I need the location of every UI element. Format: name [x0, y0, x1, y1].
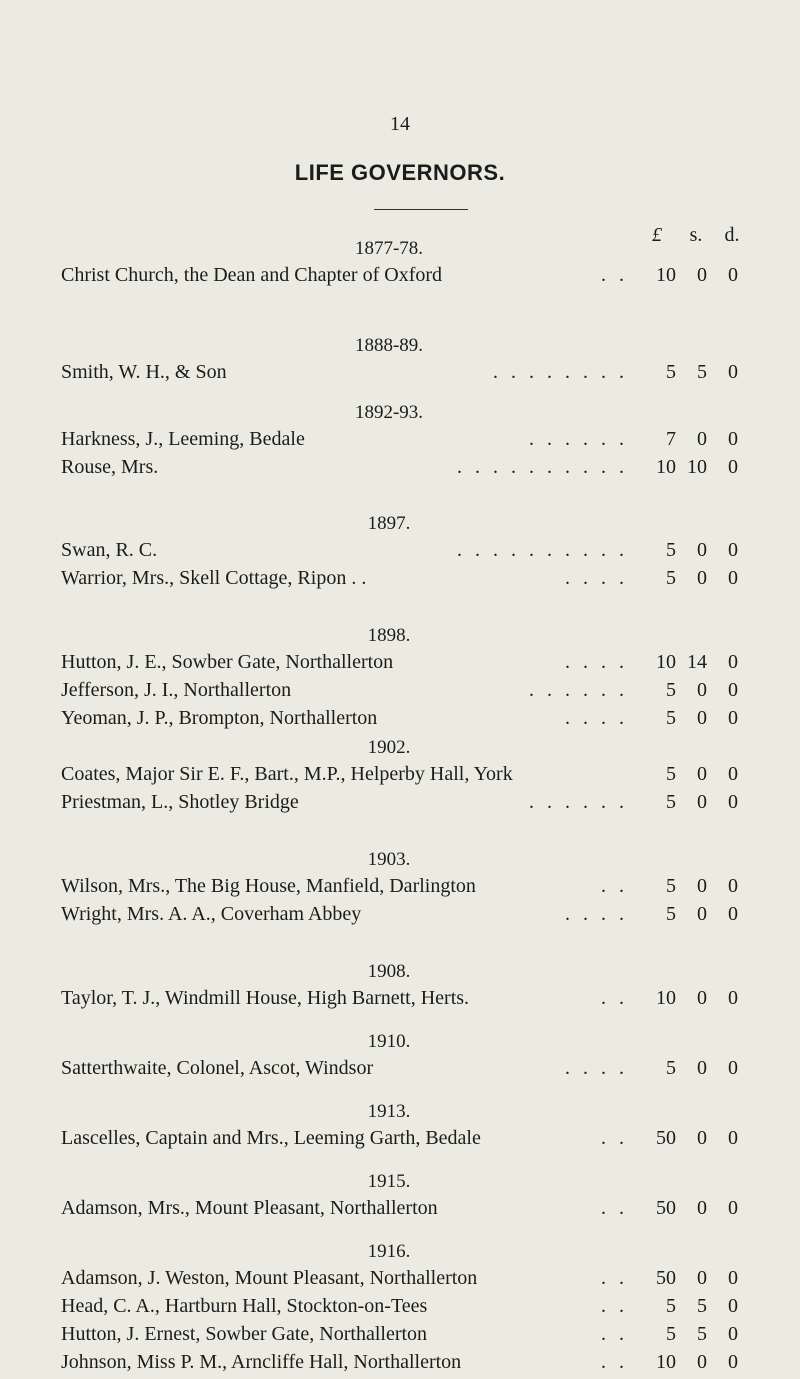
section-year: [0, 1241, 800, 1263]
amount-pounds: 5: [666, 539, 676, 561]
dot-leader: . . . . . . . .: [493, 361, 628, 383]
dot-leader: . .: [601, 1267, 628, 1289]
year-label: 1903.: [367, 849, 411, 870]
amount-shillings: 0: [697, 567, 707, 589]
dot-leader: . . . . . .: [529, 679, 628, 701]
section-year: [0, 1101, 800, 1123]
list-item: [0, 987, 800, 1015]
amount-pence: 0: [728, 1197, 738, 1219]
amount-shillings: 0: [697, 264, 707, 286]
governor-name: Adamson, J. Weston, Mount Pleasant, Northallerton: [61, 1267, 478, 1289]
governor-name: Smith, W. H., & Son: [61, 361, 227, 383]
amount-pence: 0: [728, 987, 738, 1009]
dot-leader: . . . . . . . . . .: [457, 539, 628, 561]
governor-name: Hutton, J. Ernest, Sowber Gate, Northallerton: [61, 1323, 428, 1345]
amount-pence: 0: [728, 763, 738, 785]
amount-pence: 0: [728, 651, 738, 673]
amount-pounds: 10: [656, 456, 676, 478]
governor-name: Adamson, Mrs., Mount Pleasant, Northallerton: [61, 1197, 438, 1219]
amount-pounds: 10: [656, 1351, 676, 1373]
governor-name: Satterthwaite, Colonel, Ascot, Windsor: [61, 1057, 374, 1079]
amount-pence: 0: [728, 1351, 738, 1373]
list-item: [0, 1057, 800, 1085]
amount-pence: 0: [728, 1295, 738, 1317]
year-label: 1902.: [367, 737, 411, 758]
page-number: 14: [390, 113, 410, 135]
year-label: 1888-89.: [354, 335, 424, 356]
amount-pounds: 5: [666, 763, 676, 785]
year-label: 1915.: [367, 1171, 411, 1192]
governor-name: Hutton, J. E., Sowber Gate, Northallerton: [61, 651, 394, 673]
amount-pounds: 50: [656, 1127, 676, 1149]
amount-pence: 0: [728, 1057, 738, 1079]
title-rule: [374, 209, 468, 210]
governor-name: Coates, Major Sir E. F., Bart., M.P., Helperby Hall, York: [61, 763, 513, 785]
dot-leader: . . . .: [565, 567, 628, 589]
section-year: [0, 335, 800, 357]
amount-pence: 0: [728, 361, 738, 383]
amount-pounds: 5: [666, 361, 676, 383]
list-item: [0, 456, 800, 484]
list-item: [0, 679, 800, 707]
list-item: [0, 651, 800, 679]
amount-pounds: 5: [666, 567, 676, 589]
amount-pence: 0: [728, 456, 738, 478]
section-year: [0, 625, 800, 647]
amount-pounds: 5: [666, 707, 676, 729]
governor-name: Wright, Mrs. A. A., Coverham Abbey: [61, 903, 362, 925]
amount-pounds: 50: [656, 1197, 676, 1219]
amount-pounds: 7: [666, 428, 676, 450]
amount-pounds: 10: [656, 651, 676, 673]
amount-pence: 0: [728, 707, 738, 729]
list-item: [0, 763, 800, 791]
amount-pence: 0: [728, 539, 738, 561]
amount-pence: 0: [728, 428, 738, 450]
year-label: 1908.: [367, 961, 411, 982]
dot-leader: . .: [601, 875, 628, 897]
year-label: 1892-93.: [354, 402, 424, 423]
section-year: [0, 737, 800, 759]
amount-pounds: 10: [656, 987, 676, 1009]
dot-leader: . .: [601, 1127, 628, 1149]
list-item: [0, 264, 800, 292]
list-item: [0, 1295, 800, 1323]
dot-leader: . .: [601, 1197, 628, 1219]
year-label: 1877-78.: [354, 238, 424, 259]
amount-pounds: 5: [666, 1057, 676, 1079]
dot-leader: . . . .: [565, 1057, 628, 1079]
list-item: [0, 1323, 800, 1351]
dot-leader: . .: [601, 987, 628, 1009]
dot-leader: . . . .: [565, 651, 628, 673]
amount-shillings: 0: [697, 428, 707, 450]
dot-leader: . .: [601, 1295, 628, 1317]
governor-name: Christ Church, the Dean and Chapter of Oxford: [61, 264, 443, 286]
section-year: [0, 402, 800, 424]
amount-pence: 0: [728, 1323, 738, 1345]
year-label: 1898.: [367, 625, 411, 646]
amount-shillings: 0: [697, 1197, 707, 1219]
amount-pounds: 50: [656, 1267, 676, 1289]
amount-pounds: 5: [666, 1323, 676, 1345]
amount-pence: 0: [728, 264, 738, 286]
dot-leader: . .: [601, 264, 628, 286]
amount-shillings: 0: [697, 1351, 707, 1373]
amount-pence: 0: [728, 1127, 738, 1149]
governor-name: Harkness, J., Leeming, Bedale: [61, 428, 305, 450]
page-title: LIFE GOVERNORS.: [294, 160, 506, 185]
amount-pence: 0: [728, 679, 738, 701]
list-item: [0, 1127, 800, 1155]
dot-leader: . . . . . . . . . .: [457, 456, 628, 478]
amount-shillings: 5: [697, 1323, 707, 1345]
dot-leader: . .: [601, 1323, 628, 1345]
amount-pounds: 10: [656, 264, 676, 286]
list-item: [0, 567, 800, 595]
year-label: 1913.: [367, 1101, 411, 1122]
governor-name: Yeoman, J. P., Brompton, Northallerton: [61, 707, 378, 729]
list-item: [0, 707, 800, 735]
list-item: [0, 875, 800, 903]
governor-name: Johnson, Miss P. M., Arncliffe Hall, Northallerton: [61, 1351, 462, 1373]
amount-shillings: 0: [697, 539, 707, 561]
amount-pence: 0: [728, 875, 738, 897]
dot-leader: . . . .: [565, 707, 628, 729]
amount-shillings: 0: [697, 763, 707, 785]
list-item: [0, 428, 800, 456]
amount-shillings: 10: [687, 456, 707, 478]
section-year: [0, 513, 800, 535]
governor-name: Taylor, T. J., Windmill House, High Barnett, Herts.: [61, 987, 470, 1009]
dot-leader: . . . .: [565, 903, 628, 925]
year-label: 1897.: [367, 513, 411, 534]
governor-name: Jefferson, J. I., Northallerton: [61, 679, 292, 701]
governor-name: Head, C. A., Hartburn Hall, Stockton-on-Tees: [61, 1295, 428, 1317]
pence-header: d.: [724, 224, 740, 246]
governor-name: Priestman, L., Shotley Bridge: [61, 791, 299, 813]
amount-pounds: 5: [666, 679, 676, 701]
list-item: [0, 1267, 800, 1295]
list-item: [0, 539, 800, 567]
section-year: [0, 1171, 800, 1193]
dot-leader: . . . . . .: [529, 791, 628, 813]
amount-shillings: 0: [697, 1127, 707, 1149]
list-item: [0, 1351, 800, 1379]
section-year: [0, 238, 800, 260]
amount-shillings: 14: [687, 651, 707, 673]
amount-shillings: 0: [697, 791, 707, 813]
amount-pounds: 5: [666, 791, 676, 813]
list-item: [0, 903, 800, 931]
amount-shillings: 0: [697, 1267, 707, 1289]
governor-name: Rouse, Mrs.: [61, 456, 159, 478]
amount-shillings: 5: [697, 361, 707, 383]
amount-shillings: 0: [697, 875, 707, 897]
amount-shillings: 5: [697, 1295, 707, 1317]
list-item: [0, 1197, 800, 1225]
amount-pounds: 5: [666, 875, 676, 897]
amount-pence: 0: [728, 1267, 738, 1289]
dot-leader: . . . . . .: [529, 428, 628, 450]
section-year: [0, 1031, 800, 1053]
pounds-header: £: [652, 224, 662, 246]
amount-shillings: 0: [697, 1057, 707, 1079]
amount-pounds: 5: [666, 903, 676, 925]
list-item: [0, 791, 800, 819]
governor-name: Wilson, Mrs., The Big House, Manfield, Darlington: [61, 875, 476, 897]
amount-pence: 0: [728, 567, 738, 589]
amount-shillings: 0: [697, 707, 707, 729]
amount-shillings: 0: [697, 903, 707, 925]
dot-leader: . .: [601, 1351, 628, 1373]
year-label: 1910.: [367, 1031, 411, 1052]
list-item: [0, 361, 800, 389]
amount-shillings: 0: [697, 987, 707, 1009]
section-year: [0, 961, 800, 983]
amount-shillings: 0: [697, 679, 707, 701]
year-label: 1916.: [367, 1241, 411, 1262]
governor-name: Warrior, Mrs., Skell Cottage, Ripon . .: [61, 567, 367, 589]
amount-pence: 0: [728, 791, 738, 813]
governor-name: Lascelles, Captain and Mrs., Leeming Garth, Bedale: [61, 1127, 481, 1149]
section-year: [0, 849, 800, 871]
governor-name: Swan, R. C.: [61, 539, 158, 561]
amount-pounds: 5: [666, 1295, 676, 1317]
amount-pence: 0: [728, 903, 738, 925]
shillings-header: s.: [689, 224, 703, 246]
